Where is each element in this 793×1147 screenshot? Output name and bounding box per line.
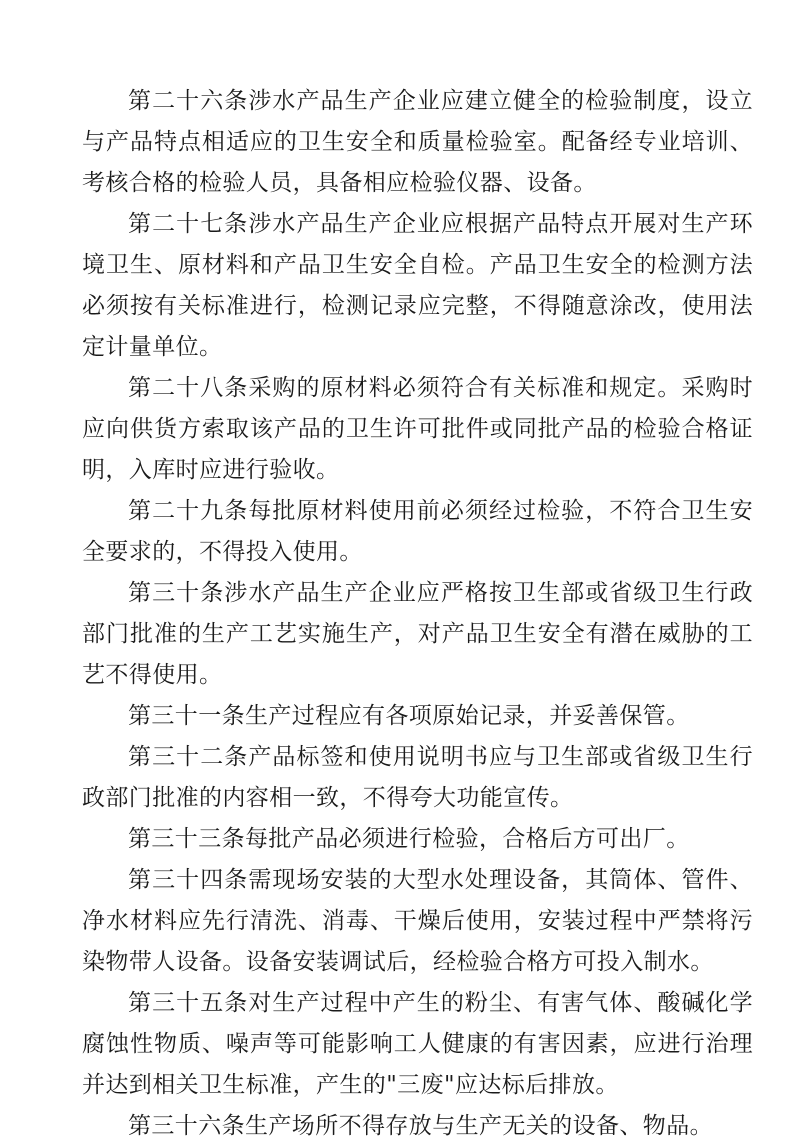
article-36: 第三十六条生产场所不得存放与生产无关的设备、物品。 xyxy=(128,1113,713,1139)
article-34: 第三十四条需现场安装的大型水处理设备，其筒体、管件、净水材料应先行清洗、消毒、干燥后使用，安装过程中严禁将污染物带人设备。设备安装调试后，经检验合格方可投入制水。 xyxy=(82,867,753,975)
article-29: 第二十九条每批原材料使用前必须经过检验，不符合卫生安全要求的，不得投入使用。 xyxy=(82,498,753,565)
article-33: 第三十三条每批产品必须进行检验，合格后方可出厂。 xyxy=(128,826,690,852)
article-31: 第三十一条生产过程应有各项原始记录，并妥善保管。 xyxy=(128,703,690,729)
article-30: 第三十条涉水产品生产企业应严格按卫生部或省级卫生行政部门批准的生产工艺实施生产，对产品卫生安全有潜在威胁的工艺不得使用。 xyxy=(82,580,753,688)
article-35: 第三十五条对生产过程中产生的粉尘、有害气体、酸碱化学腐蚀性物质、噪声等可能影响工人健康的有害因素，应进行治理并达到相关卫生标准，产生的"三废"应达标后排放。 xyxy=(82,990,753,1098)
article-32: 第三十二条产品标签和使用说明书应与卫生部或省级卫生行政部门批准的内容相一致，不得夸大功能宣传。 xyxy=(82,744,753,811)
article-27: 第二十七条涉水产品生产企业应根据产品特点开展对生产环境卫生、原材料和产品卫生安全自检。产品卫生安全的检测方法必须按有关标准进行，检测记录应完整，不得随意涂改，使用法定计量单位。 xyxy=(82,211,753,360)
article-26: 第二十六条涉水产品生产企业应建立健全的检验制度，设立与产品特点相适应的卫生安全和质量检验室。配备经专业培训、考核合格的检验人员，具备相应检验仪器、设备。 xyxy=(82,88,753,196)
article-28: 第二十八条采购的原材料必须符合有关标准和规定。采购时应向供货方索取该产品的卫生许可批件或同批产品的检验合格证明，入库时应进行验收。 xyxy=(82,375,753,483)
